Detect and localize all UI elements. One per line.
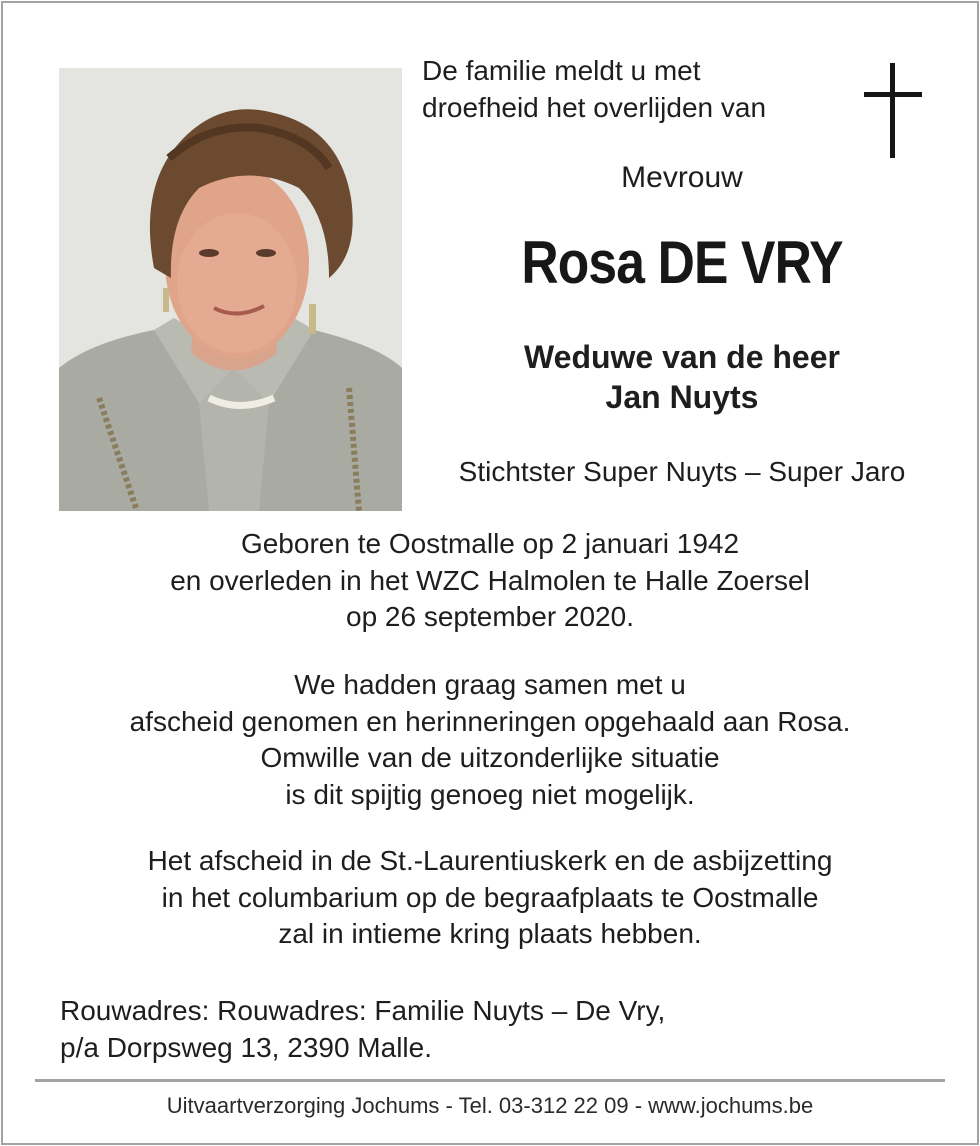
paragraph-line: afscheid genomen en herinneringen opgehaald aan Rosa.: [129, 705, 851, 737]
widow-line: Weduwe van de heer: [524, 339, 840, 375]
latin-cross-icon: [864, 63, 922, 158]
paragraph-line: zal in intieme kring plaats hebben.: [278, 918, 702, 949]
ceremony-paragraph: [0, 843, 980, 953]
paragraph-line: is dit spijtig genoeg niet mogelijk.: [285, 778, 695, 810]
paragraph-line: in het columbarium op de begraafplaats te Oostmalle: [161, 881, 819, 913]
address-line: p/a Dorpsweg 13, 2390 Malle.: [60, 1032, 432, 1063]
deceased-name: Rosa DE VRY: [521, 229, 843, 296]
funeral-home-footer: Uitvaartverzorging Jochums - Tel. 03-312 22 09 - www.jochums.be: [166, 1093, 814, 1118]
portrait-photo: [59, 68, 402, 511]
birth-death-paragraph: [0, 526, 980, 636]
founder-line: Stichtster Super Nuyts – Super Jaro: [458, 456, 906, 487]
paragraph-line: We hadden graag samen met u: [294, 669, 686, 700]
paragraph-line: op 26 september 2020.: [346, 601, 634, 632]
paragraph-line: Geboren te Oostmalle op 2 januari 1942: [240, 528, 740, 559]
footer-divider: [35, 1079, 945, 1082]
address-line: Rouwadres: Rouwadres: Familie Nuyts – De Vry,: [60, 995, 666, 1026]
message-paragraph: [0, 667, 980, 813]
paragraph-line: Omwille van de uitzonderlijke situatie: [260, 742, 720, 773]
paragraph-line: Het afscheid in de St.-Laurentiuskerk en de asbijzetting: [147, 845, 833, 876]
intro-line: droefheid het overlijden van: [422, 92, 767, 123]
intro-text: [422, 52, 852, 126]
widow-line: Jan Nuyts: [605, 379, 759, 415]
mourning-address: [60, 992, 665, 1066]
intro-line: De familie meldt u met: [422, 55, 701, 86]
honorific: Mevrouw: [621, 161, 743, 194]
widow-of: [412, 337, 952, 417]
paragraph-line: en overleden in het WZC Halmolen te Halle Zoersel: [170, 564, 810, 596]
